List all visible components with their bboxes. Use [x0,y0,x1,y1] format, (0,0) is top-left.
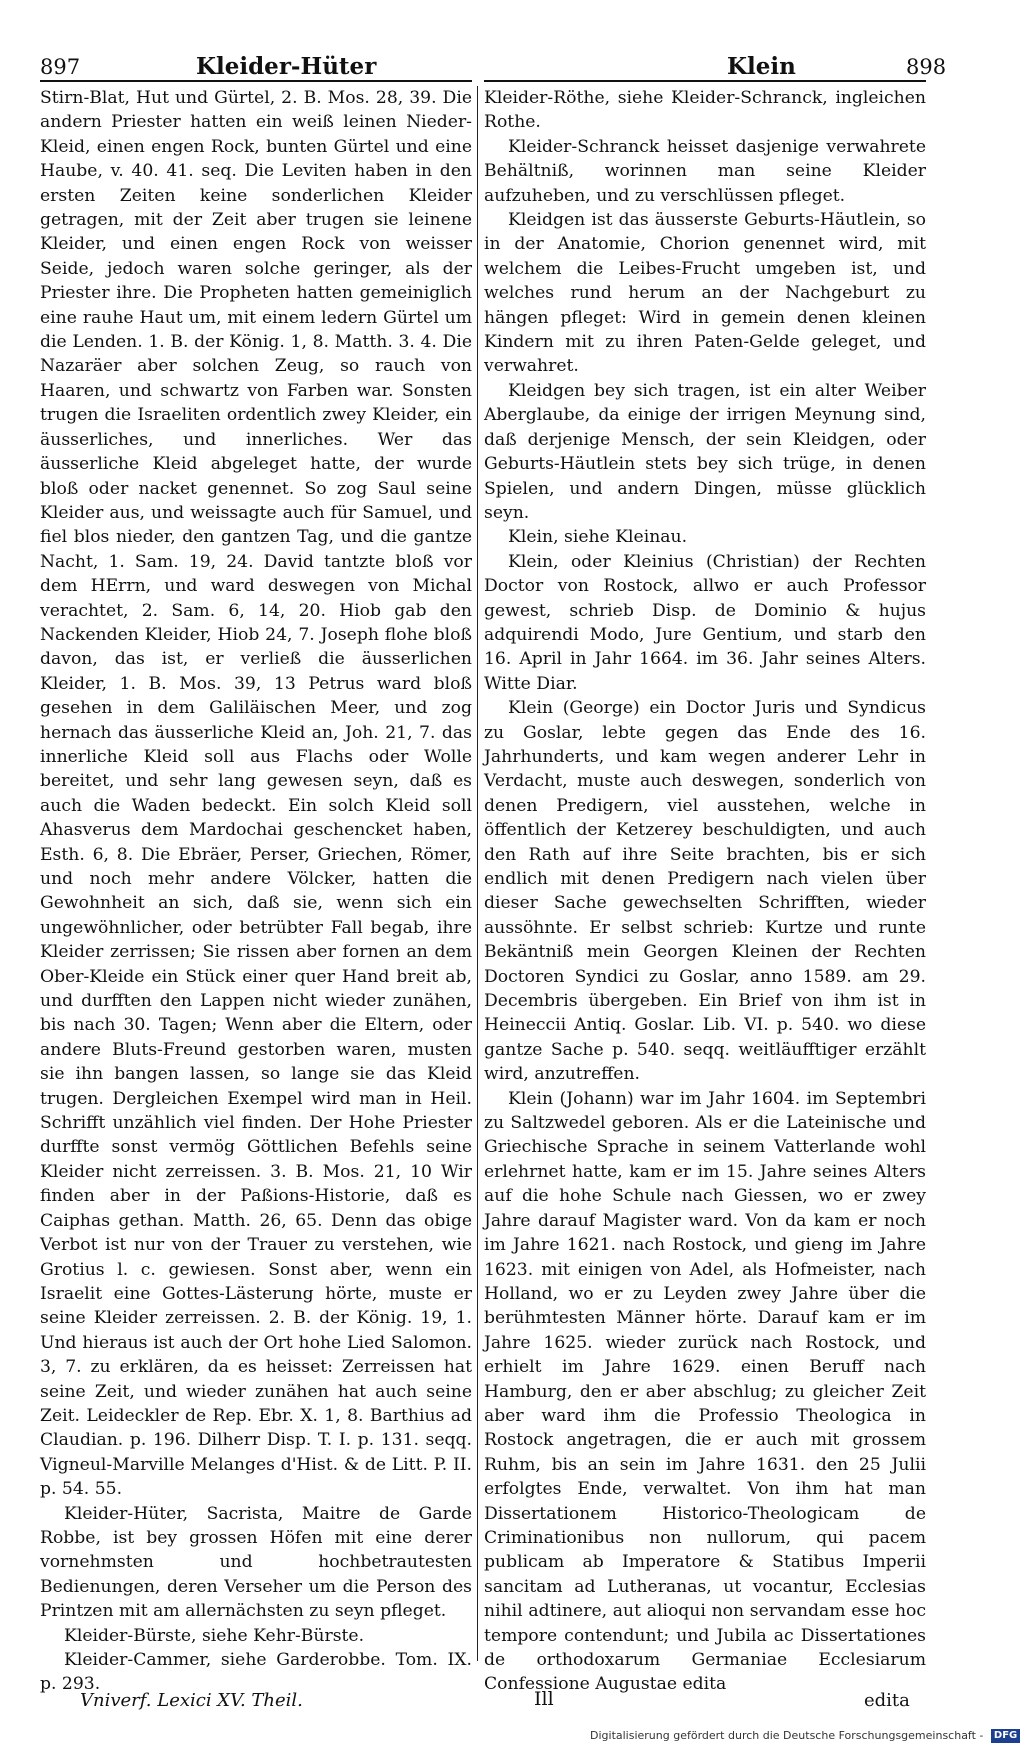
credit-text: Digitalisierung gefördert durch die Deutsche Forschungsgemeinschaft - [590,1729,984,1742]
right-page-number: 898 [906,55,947,79]
entry-klein-george: Klein (George) ein Doctor Juris und Syndicus zu Goslar, lebte gegen das Ende des 16. Jahrhunderts, und kam wegen anderer Lehr in Verdacht, muste auch deswegen, sonderlich von denen Predigern, viel ausstehen, welche in öffentlich der Ketzerey beschuldigten, und auch den Rath auf ihre Seite brachten, bis er sich endlich mit denen Predigern nach vielen über dieser Sache gewechselten Schrifften, wieder aussöhnte. Er selbst schrieb: Kurtze und runte Bekäntniß mein Georgen Kleinen der Rechten Doctoren Syndici zu Goslar, anno 1589. am 29. Decembris übergeben. Ein Brief von ihm ist in Heineccii Antiq. Goslar. Lib. VI. p. 540. wo diese gantze Sache p. 540. seqq. weitläufftiger erzählt wird, anzutreffen. [484,698,926,1085]
entry-kleider-schranck: Kleider-Schranck heisset dasjenige verwahrete Behältniß, worinnen man seine Kleider aufzuheben, und zu verschlüssen pfleget. [484,136,926,206]
left-page-number: 897 [40,55,81,79]
digitization-credit [590,1729,1018,1743]
right-running-title: Klein [727,53,796,80]
header-rule-left [40,80,472,82]
entry-klein-christian: Klein, oder Kleinius (Christian) der Rechten Doctor von Rostock, allwo er auch Professor gewest, schrieb Disp. de Dominio & hujus adquirendi Modo, Jure Gentium, und starb den 16. April in Jahr 1664. im 36. Jahr seines Alters. Witte Diar. [484,551,926,694]
column-divider [477,86,478,1661]
left-column [40,86,472,1695]
entry-paragraph: Stirn-Blat, Hut und Gürtel, 2. B. Mos. 28, 39. Die andern Priester hatten ein weiß leinen Nieder-Kleid, einen engen Rock, bunten Gürtel und eine Haube, v. 40. 41. seq. Die Leviten haben in den ersten Zeiten keine sonderlichen Kleider getragen, mit der Zeit aber trugen sie leinene Kleider, und einen engen Rock von weisser Seide, jedoch waren solche geringer, als der Priester ihre. Die Propheten hatten gemeiniglich eine rauhe Haut um, mit einem ledern Gürtel um die Lenden. 1. B. der König. 1, 8. Matth. 3. 4. Die Nazaräer aber solchen Zeug, so rauch von Haaren, und schwartz von Farben war. Sonsten trugen die Israeliten ordentlich zwey Kleider, ein äusserliches, und innerliches. Wer das äusserliche Kleid abgeleget hatte, der wurde bloß oder nacket genennet. So zog Saul seine Kleider aus, und weissagte auch für Samuel, und fiel blos nieder, den gantzen Tag, und die gantze Nacht, 1. Sam. 19, 24. David tantzte bloß vor dem HErrn, und ward deswegen von Michal verachtet, 2. Sam. 6, 14, 20. Hiob gab den Nackenden Kleider, Hiob 24, 7. Joseph flohe bloß davon, das ist, er verließ die äusserlichen Kleider, 1. B. Mos. 39, 13 Petrus ward bloß gesehen in dem Galiläischen Meer, und zog hernach das äusserliche Kleid an, Joh. 21, 7. das innerliche Kleid soll aus Flachs oder Wolle bereitet, und sehr lang gewesen seyn, daß es auch die Waden bedeckt. Ein solch Kleid soll Ahasverus dem Mardochai geschencket haben, Esth. 6, 8. Die Ebräer, Perser, Griechen, Römer, und noch mehr andere Völcker, hatten die Gewohnheit an sich, daß sie, wenn sich ein ungewöhnlicher, oder betrübter Fall begab, ihre Kleider zerrissen; Sie rissen aber fornen an dem Ober-Kleide ein Stück einer quer Hand breit ab, und durfften den Lappen nicht wieder zunähen, bis nach 30. Tagen; Wenn aber die Eltern, oder andere Bluts-Freund gestorben waren, musten sie ihn bangen lassen, so lange sie das Kleid trugen. Dergleichen Exempel wird man in Heil. Schrifft unzählich viel finden. Der Hohe Priester durffte sonst vermög Göttlichen Befehls seine Kleider nicht zerreissen. 3. B. Mos. 21, 10 Wir finden aber in der Paßions-Historie, daß es Caiphas gethan. Matth. 26, 65. Denn das obige Verbot ist nur von der Trauer zu verstehen, wie Grotius l. c. gewiesen. Sonst aber, wenn ein Israelit eine Gottes-Lästerung hörte, muste er seine Kleider zerreissen. 2. B. der König. 19, 1. Und hieraus ist auch der Ort hohe Lied Salomon. 3, 7. zu erklären, da es heisset: Zerreissen hat seine Zeit, und wieder zunähen hat auch seine Zeit. Leideckler de Rep. Ebr. X. 1, 8. Barthius ad Claudian. p. 196. Dilherr Disp. T. I. p. 131. seqq. Vigneul-Marville Melanges d'Hist. & de Litt. P. II. p. 54. 55. [40,88,472,1500]
signature-mark: Vniverf. Lexici XV. Theil. [80,1690,303,1711]
right-column [484,86,926,1695]
entry-kleidgen: Kleidgen ist das äusserste Geburts-Häutlein, so in der Anatomie, Chorion genennet wird, mit welchem die Leibes-Frucht umgeben ist, und welches rund herum an der Nachgeburt zu hängen pfleget: Wird in gemein denen kleinen Kindern mit zu ihren Paten-Gelde geleget, und verwahret. [484,210,926,377]
left-running-title: Kleider-Hüter [196,53,377,80]
dfg-logo-icon: DFG [991,1729,1020,1743]
entry-klein-kleinau: Klein, siehe Kleinau. [508,527,688,548]
entry-kleider-cammer: Kleider-Cammer, siehe Garderobbe. Tom. IX. p. 293. [40,1650,472,1695]
entry-kleider-buerste: Kleider-Bürste, siehe Kehr-Bürste. [64,1625,365,1646]
sheet-number: Ill [534,1688,554,1710]
entry-kleider-hueter: Kleider-Hüter, Sacrista, Maitre de Garde Robbe, ist bey grossen Höfen mit eine derer vornehmsten und hochbetrautesten Bedienungen, deren Verseher um die Person des Printzen mit am allernächsten zu seyn pfleget. [40,1503,472,1622]
entry-klein-johann: Klein (Johann) war im Jahr 1604. im Septembri zu Saltzwedel geboren. Als er die Lateinische und Griechische Sprache in seinem Vatterlande wohl erlehrnet hatte, kam er im 15. Jahre seines Alters auf die hohe Schule nach Giessen, wo er zwey Jahre darauf Magister ward. Von da kam er noch im Jahre 1621. nach Rostock, und gieng im Jahre 1623. mit einigen von Adel, als Hofmeister, nach Holland, wo er zu Leyden zwey Jahre über die berühmtesten Männer hörte. Darauf kam er im Jahre 1625. wieder zurück nach Rostock, und erhielt im Jahre 1629. einen Beruff nach Hamburg, den er aber abschlug; zu gleicher Zeit aber ward ihm die Professio Theologica in Rostock angetragen, die er auch mit grossem Ruhm, bis an sein im Jahre 1631. den 25 Julii erfolgtes Ende, verwaltet. Von ihm hat man Dissertationem Historico-Theologicam de Criminationibus non nullorum, qui pacem publicam ab Imperatore & Statibus Imperii sancitam ad Lutheranas, ut vocantur, Ecclesias nihil adtinere, aut alioqui non servandam esse hoc tempore contendunt; und Jubila ac Dissertationes de orthodoxarum Germaniae Ecclesiarum Confessione Augustae edita [484,1088,926,1695]
catchword: edita [864,1690,910,1711]
header-rule-right [484,80,926,82]
entry-kleider-roethe: Kleider-Röthe, siehe Kleider-Schranck, ingleichen Rothe. [484,88,926,133]
entry-kleidgen-tragen: Kleidgen bey sich tragen, ist ein alter Weiber Aberglaube, da einige der irrigen Meynung sind, daß derjenige Mensch, der sein Kleidgen, oder Geburts-Häutlein stets bey sich trüge, in denen Spielen, und andern Dingen, müsse glücklich seyn. [484,380,926,523]
